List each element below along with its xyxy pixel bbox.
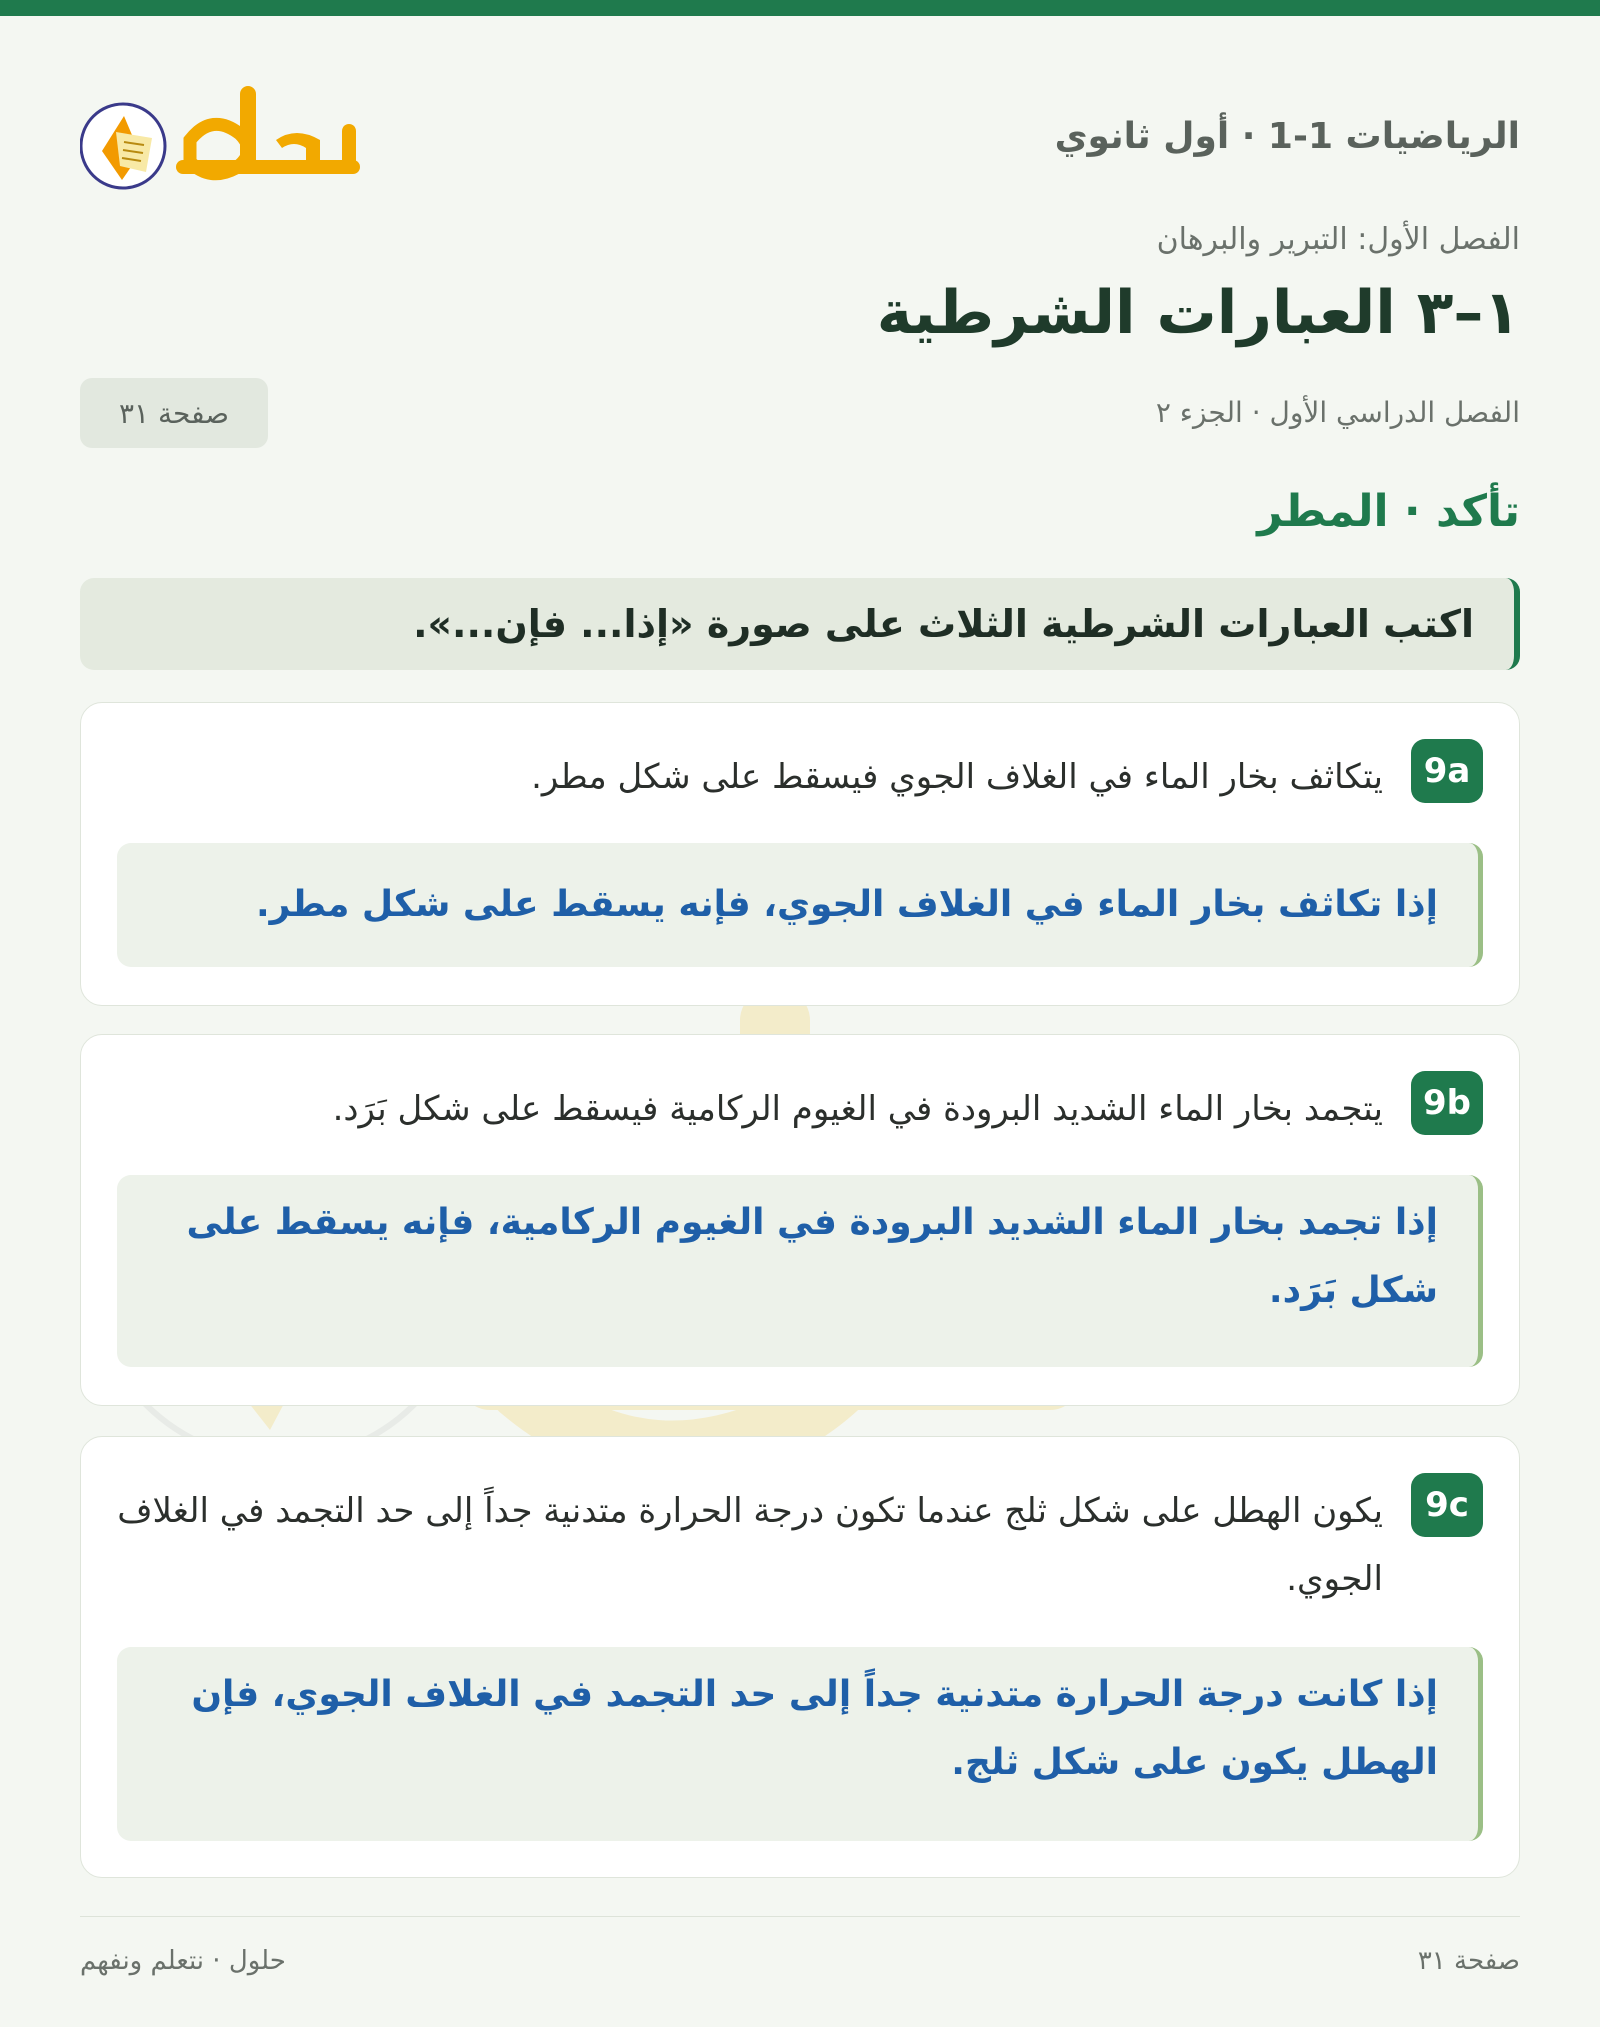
question-text: يتجمد بخار الماء الشديد البرودة في الغيوم الركامية فيسقط على شكل بَرَد. xyxy=(332,1089,1383,1129)
page-badge: صفحة ٣١ xyxy=(80,378,268,448)
page-header xyxy=(80,76,1520,196)
top-accent-bar xyxy=(0,0,1600,16)
question-number-badge: 9c xyxy=(1411,1473,1483,1537)
footer-page-number: صفحة ٣١ xyxy=(1417,1946,1520,1976)
question-text: يكون الهطل على شكل ثلج عندما تكون درجة الحرارة متدنية جداً إلى حد التجمد في الغلاف الجوي. xyxy=(117,1491,1383,1599)
lesson-title: ١–٣ العبارات الشرطية xyxy=(876,278,1520,348)
term-info: الفصل الدراسي الأول · الجزء ٢ xyxy=(1155,396,1520,429)
footer-divider xyxy=(80,1916,1520,1917)
instruction-text: اكتب العبارات الشرطية الثلاث على صورة «إذا... فإن...». xyxy=(413,602,1474,646)
answer-box xyxy=(117,1175,1483,1367)
question-text: يتكاثف بخار الماء في الغلاف الجوي فيسقط على شكل مطر. xyxy=(531,757,1383,797)
footer-brand: حلول · نتعلم ونفهم xyxy=(80,1946,286,1976)
hulul-logo-icon xyxy=(80,76,370,196)
question-card-9b xyxy=(80,1034,1520,1406)
instruction-box xyxy=(80,578,1520,670)
question-card-9a xyxy=(80,702,1520,1006)
question-number-badge: 9b xyxy=(1411,1071,1483,1135)
question-number-badge: 9a xyxy=(1411,739,1483,803)
answer-box xyxy=(117,843,1483,967)
answer-text: إذا تكاثف بخار الماء في الغلاف الجوي، فإنه يسقط على شكل مطر. xyxy=(255,884,1438,925)
answer-box xyxy=(117,1647,1483,1841)
question-card-9c xyxy=(80,1436,1520,1878)
section-title: تأكد · المطر xyxy=(1257,486,1520,537)
hulul-logo[interactable] xyxy=(80,76,370,196)
answer-text: إذا تجمد بخار الماء الشديد البرودة في الغيوم الركامية، فإنه يسقط على شكل بَرَد. xyxy=(186,1202,1438,1311)
answer-text: إذا كانت درجة الحرارة متدنية جداً إلى حد التجمد في الغلاف الجوي، فإن الهطل يكون على شكل ثلج. xyxy=(191,1674,1438,1783)
unit-title: الفصل الأول: التبرير والبرهان xyxy=(1156,222,1520,257)
course-title: الرياضيات 1-1 · أول ثانوي xyxy=(1054,116,1520,157)
